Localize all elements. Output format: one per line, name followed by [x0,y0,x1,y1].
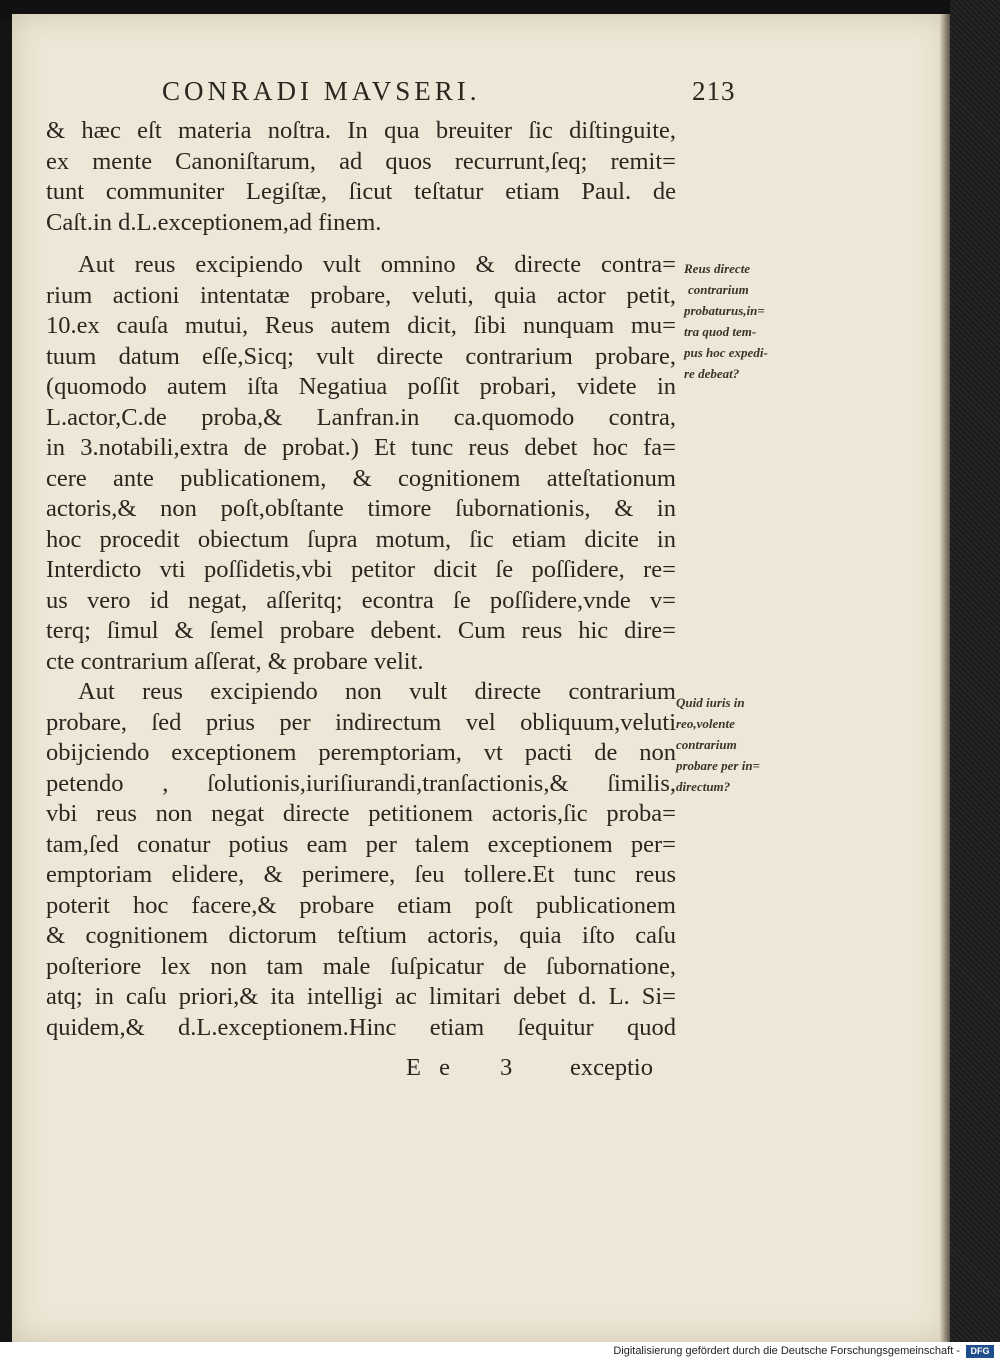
gathering-number: 3 [500,1054,513,1081]
page-number: 213 [692,76,736,106]
text-line: ex mente Canoniſtarum, ad quos recurrunt,ſeq; remit= [46,147,676,175]
text-line: atq; in caſu priori,& ita intelligi ac limitari debet d. L. Si= [46,983,676,1010]
text-line: cte contrarium aſſerat, & probare velit. [46,647,424,675]
text-line: terq; ſimul & ſemel probare debent. Cum reus hic dire= [46,617,676,644]
text-line: cere ante publicationem, & cognitionem atteſtationum [46,464,676,492]
text-line: petendo , ſolutionis,iuriſiurandi,tranſactionis,& ſimilis, [46,769,676,797]
text-line: (quomodo autem iſta Negatiua poſſit probari, videte in [46,373,676,400]
text-line: obijciendo exceptionem peremptoriam, vt pacti de non [46,739,676,766]
margin-note-line: contrarium [676,737,737,752]
margin-note-line: Reus directe [684,261,751,276]
text-line: L.actor,C.de proba,& Lanfran.in ca.quomodo contra, [46,403,676,431]
catchline [46,1054,666,1086]
text-line: Interdicto vti poſſidetis,vbi petitor dicit ſe poſſidere, re= [46,556,676,583]
dfg-logo-icon: DFG [966,1345,994,1358]
margin-note-line: probare per in= [676,758,760,773]
main-text-block [46,116,676,1043]
signature-mark: E e [406,1054,456,1081]
text-line: in 3.notabili,extra de probat.) Et tunc reus debet hoc fa= [46,434,676,461]
funding-credit: Digitalisierung gefördert durch die Deutsche Forschungsgemeinschaft - [613,1345,960,1357]
margin-note-line: probaturus,in= [684,303,765,318]
paragraph-gap [46,238,676,250]
text-line: & cognitionem dictorum teſtium actoris, quia iſto caſu [46,922,676,949]
margin-note-reus [684,258,814,384]
page-edge [940,14,950,1342]
text-line: 10.ex cauſa mutui, Reus autem dicit, ſibi nunquam mu= [46,312,676,339]
text-line: tam,ſed conatur potius eam per talem exceptionem per= [46,830,676,858]
digitization-footer [0,1342,1000,1361]
text-line: hoc procedit obiectum ſupra motum, ſic etiam dicite in [46,525,676,553]
page-header [162,76,762,112]
margin-note-line: pus hoc expedi- [684,345,768,360]
catchword: exceptio [570,1054,653,1081]
margin-note-line: directum? [676,779,731,794]
text-line: poſteriore lex non tam male ſuſpicatur de ſubornatione, [46,952,676,980]
margin-note-line: Quid iuris in [676,695,745,710]
text-line: vbi reus non negat directe petitionem actoris,ſic proba= [46,800,676,827]
text-line: us vero id negat, aſſeritq; econtra ſe poſſidere,vnde v= [46,586,676,614]
running-title: CONRADI MAVSERI. [162,76,481,106]
text-line: Aut reus excipiendo non vult directe contrarium [78,678,676,705]
margin-note-line: re debeat? [684,366,740,381]
text-line: actoris,& non poſt,obſtante timore ſubornationis, & in [46,495,676,522]
text-line: & hæc eſt materia noſtra. In qua breuiter ſic diſtinguite, [46,117,676,144]
scan-background-cloth [950,0,1000,1342]
text-line: tuum datum eſſe,Sicq; vult directe contrarium probare, [46,342,676,370]
margin-note-line: reo,volente [676,716,735,731]
text-line: tunt communiter Legiſtæ, ſicut teſtatur etiam Paul. de [46,178,676,205]
text-line: probare, ſed prius per indirectum vel obliquum,veluti [46,708,676,736]
margin-note-line: tra quod tem- [684,324,757,339]
text-line: emptoriam elidere, & perimere, ſeu tollere.Et tunc reus [46,861,676,888]
text-line: poterit hoc facere,& probare etiam poſt publicationem [46,891,676,919]
text-line: Aut reus excipiendo vult omnino & directe contra= [78,251,676,278]
margin-note-line: contrarium [688,282,749,297]
margin-note-quid-iuris [676,692,806,797]
text-line: Caſt.in d.L.exceptionem,ad finem. [46,208,382,236]
text-line: rium actioni intentatæ probare, veluti, quia actor petit, [46,281,676,309]
text-line: quidem,& d.L.exceptionem.Hinc etiam ſequitur quod [46,1013,676,1041]
